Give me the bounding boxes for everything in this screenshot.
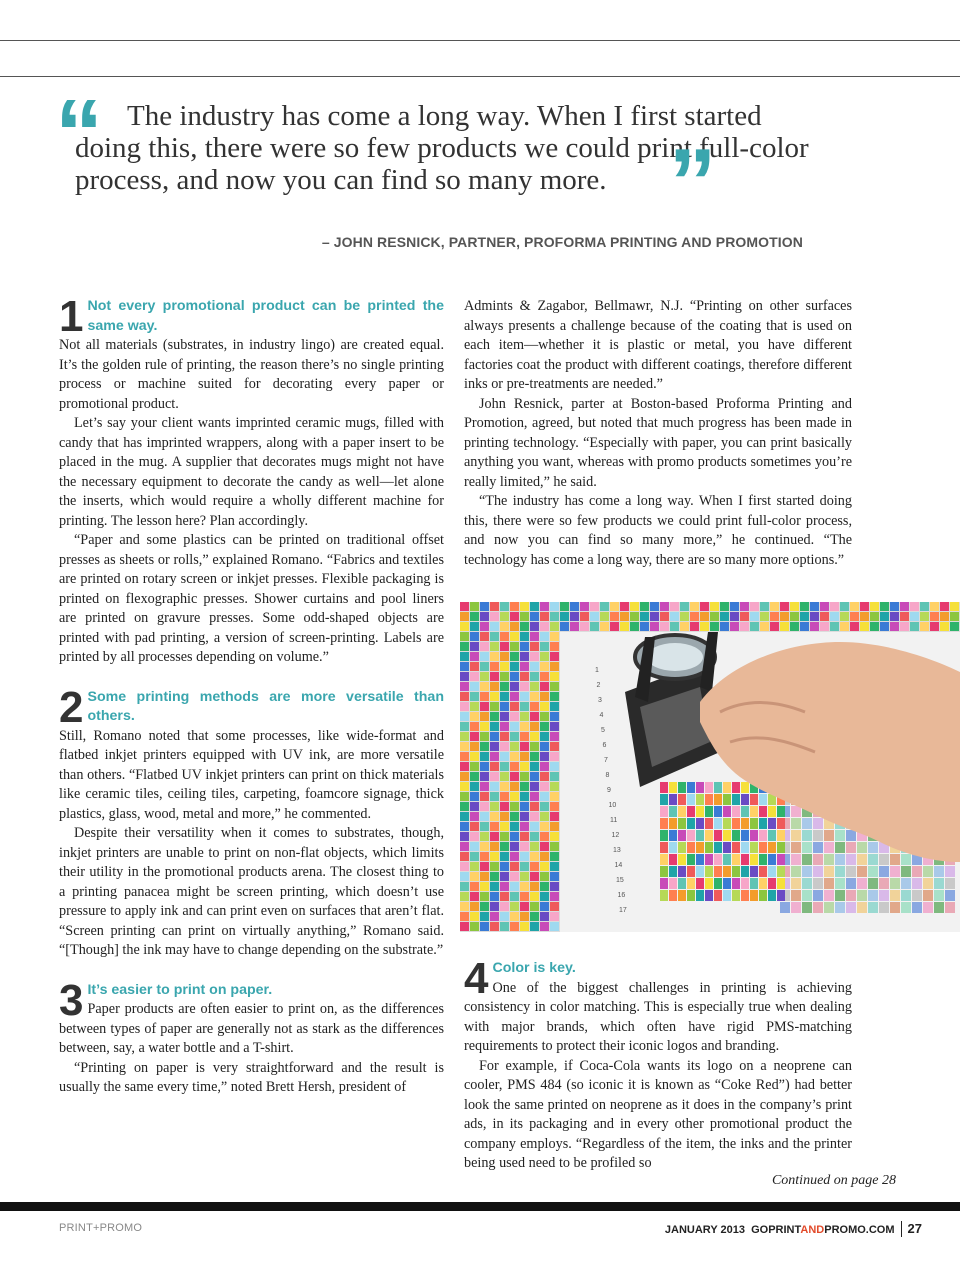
paragraph: Paper products are often easier to print on, as the differences between types of paper are generally not as stark as the differences between, say, a water bottle and a T-shirt. <box>59 1001 444 1056</box>
paragraph: Admints & Zagabor, Bellmawr, N.J. “Printing on other surfaces always presents a challenge because of the coating that is used on each item—whether it is plastic or metal, you have different factories coat the product with different coatings, therefore different inks or pre-treatments are needed.” <box>464 298 852 392</box>
left-column <box>59 292 444 1114</box>
paragraph: Not all materials (substrates, in industry lingo) are created equal. It’s the golden rule of printing, the reason there’s no single printing process or machine suited for decorating every paper or promotional product. <box>59 337 444 412</box>
paragraph: Despite their versatility when it comes to substrates, though, inkjet printers are unable to print on non-flat objects, which limits their utility in the promotional products arena. The closest thing to a printing panacea might be screen printing, which doesn’t use pressure to apply ink and can print even on surfaces that aren’t flat. “Screen printing can print on virtually anything,” Romano said. “[Though] the ink may have to change depending on the substrate.” <box>59 825 444 958</box>
section-3 <box>59 975 444 1098</box>
paragraph: Still, Romano noted that some processes, like wide-format and flatbed inkjet printers equipped with UV ink, are more versatile than others. “Flatbed UV inkjet printers can print on thick materials like ceramic tiles, ceiling tiles, carpeting, foamcore signage, thick plastics, glass, wood, metal and more,” he commented. <box>59 727 444 822</box>
section-number: 3 <box>59 975 84 1025</box>
ruler-number: 1 <box>595 667 599 674</box>
ruler-number: 17 <box>619 907 627 914</box>
section-number: 4 <box>464 954 489 1003</box>
paragraph: One of the biggest challenges in printing is achieving consistency in color matching. This is especially true when dealing with major brands, which often have rigid PMS-matching requirements to protect their iconic logos and branding. <box>464 979 852 1054</box>
paragraph: “Printing on paper is very straightforward and the result is usually the same every time,” noted Brett Hersh, president of <box>59 1059 444 1095</box>
section-4 <box>464 954 852 1190</box>
ruler-number: 14 <box>614 862 623 869</box>
ruler-number: 4 <box>599 712 604 719</box>
paragraph: “Paper and some plastics can be printed on traditional offset presses as sheets or rolls,” explained Romano. “Fabrics and textiles are printed on rotary screen or inkjet presses. Flexible packaging is printed on flexographic presses. Shower curtains and pool liners are printed on gravure presses. Some odd-shaped objects are printed with pad printing, a version of screen-printing. Labels are printed by all processes depending on volume.” <box>59 532 444 665</box>
ruler-number: 11 <box>610 817 618 824</box>
ruler-number: 8 <box>605 772 610 779</box>
page-number: 27 <box>907 1221 922 1236</box>
section-number: 1 <box>59 292 84 341</box>
section-heading: Color is key. <box>492 960 576 976</box>
pull-quote-text: The industry has come a long way. When I first started doing this, there were so few products we could print full-color process, and now you can find so many more. <box>75 100 809 196</box>
ruler-number: 9 <box>607 787 611 794</box>
pull-quote-attribution: – JOHN RESNICK, PARTNER, PROFORMA PRINTING AND PROMOTION <box>321 234 803 250</box>
ruler-number: 3 <box>598 697 602 704</box>
continued-note: Continued on page 28 <box>771 1173 896 1188</box>
ruler-number: 6 <box>602 742 607 749</box>
top-rule-secondary <box>0 76 960 77</box>
close-quote-mark-icon: ” <box>668 129 717 236</box>
section-heading: Some printing methods are more versatile than others. <box>87 688 444 724</box>
ruler-number: 12 <box>611 832 620 839</box>
paragraph: For example, if Coca-Cola wants its logo on a neoprene can cooler, PMS 484 (so iconic it is known as “Coke Red”) had better look the same printed on neoprene as it does in the company’s print ads, in its packaging and in every other promotional product the company employs. “Regardless of the item, the inks and the printer being used need to be profiled so <box>464 1057 852 1171</box>
footer-info <box>665 1221 922 1237</box>
right-column <box>464 297 852 570</box>
website: GOPRINTANDPROMO.COM <box>751 1224 895 1236</box>
color-chart-illustration <box>460 602 960 932</box>
open-quote-mark-icon: “ <box>55 80 103 187</box>
footer-rule <box>0 1202 960 1211</box>
section-heading: Not every promotional product can be printed the same way. <box>87 298 444 334</box>
paragraph: “The industry has come a long way. When I first started doing this, there were so few products we could print full-color process, and now you can find so many more,” he continued. “The technology has come a long way, there are so many more options.” <box>464 493 852 568</box>
footer-divider <box>901 1221 902 1237</box>
ruler-number: 10 <box>608 802 617 809</box>
ruler-number: 15 <box>616 877 624 884</box>
publication-name: PRINT+PROMO <box>59 1222 143 1234</box>
issue-date: JANUARY 2013 <box>664 1224 745 1236</box>
section-number: 2 <box>59 682 84 732</box>
pull-quote <box>55 80 815 236</box>
section-1 <box>59 292 444 668</box>
color-chart-photo <box>460 602 960 932</box>
section-heading: It’s easier to print on paper. <box>87 981 273 998</box>
paragraph: Let’s say your client wants imprinted ceramic mugs, filled with candy that has imprinted wrappers, along with a paper insert to be placed in the mug. A supplier that decorates mugs might not have the necessary equipment to decorate the candy as well—let alone the inserts, which would require a wholly different machine for printing. The lesson here? Plan accordingly. <box>59 415 444 529</box>
top-rule <box>0 40 960 41</box>
section-2 <box>59 682 444 961</box>
ruler-number: 13 <box>613 847 621 854</box>
ruler-number: 7 <box>604 757 608 764</box>
ruler-number: 2 <box>596 682 601 689</box>
ruler-number: 5 <box>601 727 605 734</box>
ruler-number: 16 <box>617 892 626 899</box>
paragraph: John Resnick, parter at Boston-based Proforma Printing and Promotion, agreed, but noted that much progress has been made in printing technology. “Especially with paper, you can print basically anything you want, whereas with promo products sometimes you’re really limited,” he said. <box>464 395 852 490</box>
